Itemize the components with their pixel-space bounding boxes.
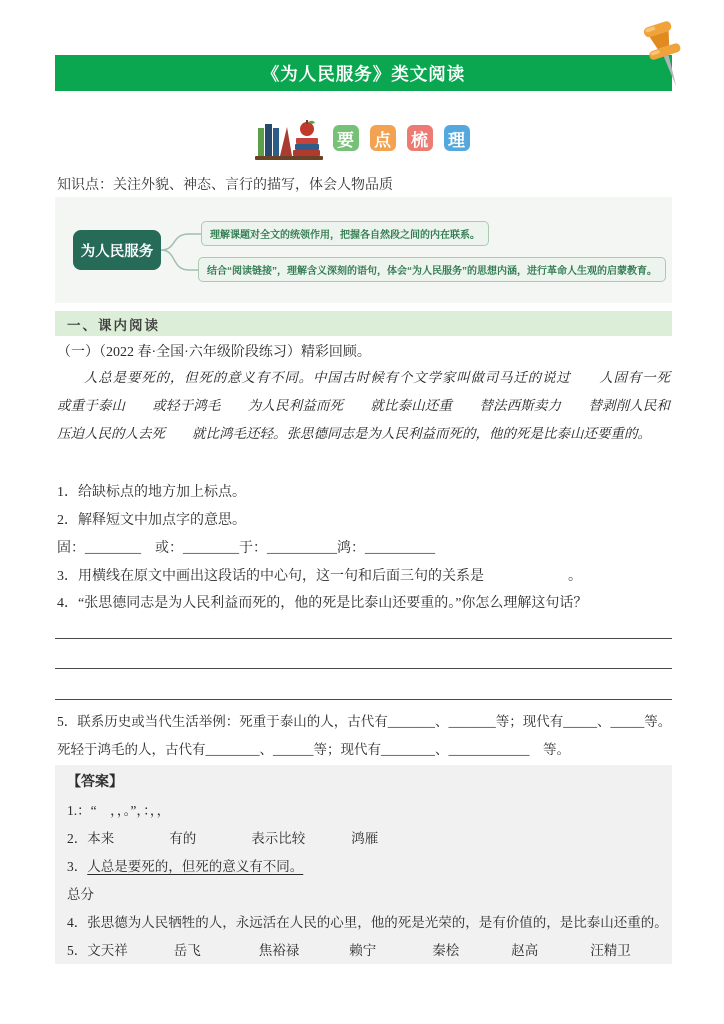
answer-3-note: 总分 — [67, 887, 94, 902]
tile-shu: 梳 — [407, 125, 433, 151]
answer-5-item: 汪精卫 — [590, 943, 631, 958]
reading-passage: 人总是要死的，但死的意义有不同。中国古时候有个文学家叫做司马迁的说过 人固有一死 或重于泰山 或轻于鸿毛 为人民利益而死 就比泰山还重 替法西斯卖力 替剥削人民和压迫人民的人去死 就比鸿毛还轻。张思德同志是为人民利益而死的，他的死是比泰山还要重的。 — [57, 370, 697, 441]
answer-5-item: 岳飞 — [173, 943, 201, 958]
answer-2 — [67, 825, 672, 853]
tile-li: 理 — [444, 125, 470, 151]
books-icon — [255, 116, 323, 160]
page-title: 《为人民服务》类文阅读 — [261, 63, 466, 84]
question-4: 4．“张思德同志是为人民利益而死的，他的死是比泰山还要重的。”你怎么理解这句话？ — [57, 596, 588, 611]
question-3: 3．用横线在原文中画出这段话的中心句，这一句和后面三句的关系是 。 — [57, 569, 582, 584]
answer-1: 1.：“ ，，。”，：，， — [67, 803, 171, 818]
answer-2-item: 鸿雁 — [351, 831, 379, 846]
mindmap-root-node: 为人民服务 — [73, 230, 161, 270]
mindmap-panel — [55, 197, 672, 303]
tile-yao: 要 — [333, 125, 359, 151]
answer-key-label: 【答案】 — [67, 775, 123, 790]
answer-3-underlined-text: 人总是要死的，但死的意义有不同。 — [87, 859, 304, 874]
answer-3 — [67, 853, 672, 881]
answer-5 — [67, 937, 672, 965]
tile-dian: 点 — [370, 125, 396, 151]
answer-5-prefix: 5． — [67, 943, 88, 958]
answer-writing-line-1 — [55, 638, 672, 639]
answer-2-item: 表示比较 — [251, 831, 306, 846]
answer-5-item: 赖宁 — [349, 943, 377, 958]
mindmap-branch-2: 结合“阅读链接”，理解含义深刻的语句，体会“为人民服务”的思想内涵，进行革命人生观的启蒙教育。 — [198, 257, 666, 282]
question-2-blanks: 固：________ 或：________于：__________鸿：__________ — [57, 541, 435, 556]
answer-2-item: 有的 — [169, 831, 197, 846]
answer-4: 4．张思德为人民牺牲的人，永远活在人民的心里，他的死是光荣的，是有价值的，是比泰山还重的。 — [67, 915, 668, 930]
exercise-source-line: （一）（2022 春·全国·六年级阶段练习）精彩回顾。 — [57, 345, 371, 360]
question-1: 1．给缺标点的地方加上标点。 — [57, 485, 246, 500]
answer-5-item: 秦桧 — [432, 943, 460, 958]
answer-key-panel — [55, 765, 672, 964]
knowledge-point-line: 知识点：关注外貌、神态、言行的描写，体会人物品质 — [57, 178, 393, 193]
section-header-reading — [55, 311, 672, 336]
question-2: 2．解释短文中加点字的意思。 — [57, 513, 246, 528]
question-5-line-2: 死轻于鸿毛的人，古代有________、______等；现代有________、____________ 等。 — [57, 742, 570, 757]
answer-5-item: 赵高 — [511, 943, 539, 958]
mindmap-branch-1: 理解课题对全文的统领作用，把握各自然段之间的内在联系。 — [201, 221, 489, 246]
pushpin-icon — [640, 18, 690, 106]
answer-writing-line-2 — [55, 668, 672, 669]
answer-2-prefix: 2． — [67, 831, 88, 846]
answer-2-item: 本来 — [87, 831, 115, 846]
key-points-tiles — [333, 125, 470, 151]
answer-5-item: 焦裕禄 — [258, 943, 300, 958]
answer-writing-line-3 — [55, 699, 672, 700]
answer-3-prefix: 3． — [67, 859, 88, 874]
key-points-heading — [0, 116, 724, 160]
question-5-line-1: 5．联系历史或当代生活举例：死重于泰山的人，古代有_______、_______等；现代有_____、_____等。 — [57, 714, 672, 729]
answer-5-item: 文天祥 — [87, 943, 128, 958]
page-title-bar — [55, 55, 672, 91]
section-header-label: 一、课内阅读 — [67, 317, 160, 333]
